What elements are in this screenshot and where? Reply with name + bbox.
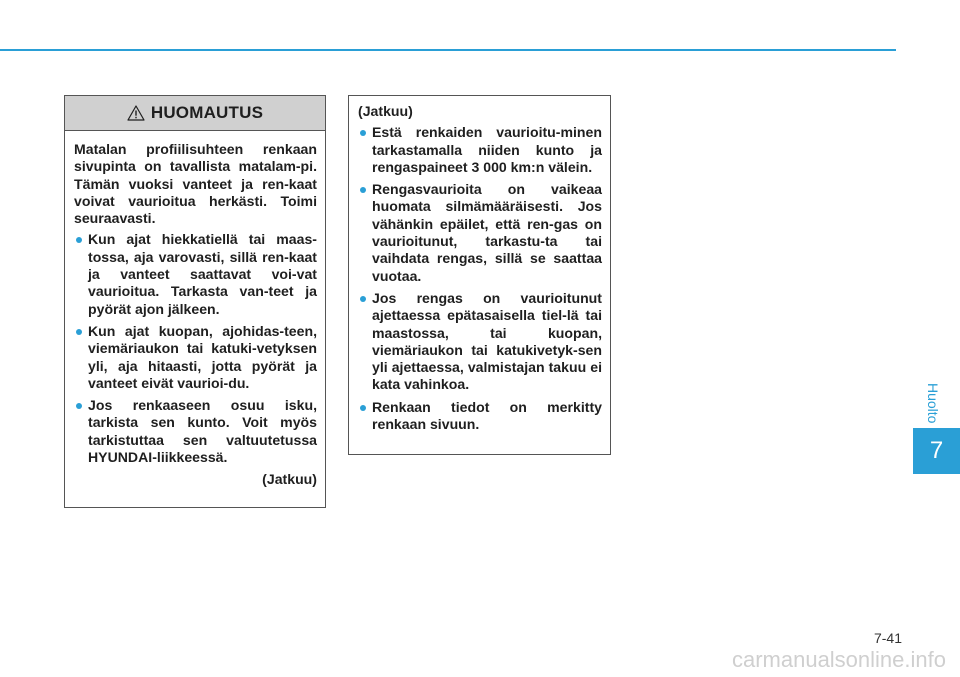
- top-rule: [0, 49, 896, 51]
- notice-title: HUOMAUTUS: [150, 103, 264, 123]
- notice-bullet: Kun ajat hiekkatiellä tai maas-tossa, aja varovasti, sillä ren-kaat ja vanteet saattavat voi-vat vaurioitua. Tarkasta van-teet ja pyörät ajon jälkeen.: [74, 231, 317, 317]
- section-label: Huolto: [925, 382, 941, 424]
- continued-label: (Jatkuu): [358, 103, 413, 119]
- continued-label: (Jatkuu): [262, 471, 317, 488]
- notice-bullet: Jos renkaaseen osuu isku, tarkista sen kunto. Voit myös tarkistuttaa sen valtuutetussa HYUNDAI-liikkeessä.: [74, 397, 317, 466]
- continuation-bullet: Jos rengas on vaurioitunut ajettaessa epätasaisella tiel-lä tai maastossa, tai kuopan, viemäriaukon tai katukivetyk-sen yli ajettaessa, valmistajan takuu ei kata vahinkoa.: [358, 290, 602, 394]
- continuation-bullet: Rengasvaurioita on vaikeaa huomata silmämääräisesti. Jos vähänkin epäilet, että ren-gas on vaurioitunut, tarkastu-ta tai vaihdata rengas, sillä se saattaa vuotaa.: [358, 181, 602, 285]
- watermark: carmanualsonline.info: [731, 647, 946, 672]
- warning-triangle-icon: [127, 105, 145, 121]
- continuation-box: [348, 95, 611, 455]
- notice-header: [65, 96, 325, 131]
- notice-bullet: Kun ajat kuopan, ajohidas-teen, viemäriaukon tai katuki-vetyksen yli, aja hitaasti, jotta pyörät ja vanteet eivät vaurioi-du.: [74, 323, 317, 392]
- page-number: 7-41: [873, 630, 902, 646]
- continuation-body: [349, 96, 610, 433]
- notice-box: [64, 95, 326, 508]
- continuation-bullet: Estä renkaiden vaurioitu-minen tarkastamalla niiden kunto ja rengaspaineet 3 000 km:n välein.: [358, 124, 602, 176]
- continuation-bullet: Renkaan tiedot on merkitty renkaan sivuun.: [358, 399, 602, 434]
- chapter-tab: 7: [913, 428, 960, 474]
- notice-intro: Matalan profiilisuhteen renkaan sivupinta on tavallista matalam-pi. Tämän vuoksi vanteet ja ren-kaat voivat vaurioitua herkästi. Toimi seuraavasti.: [74, 141, 317, 227]
- notice-body: [65, 131, 325, 489]
